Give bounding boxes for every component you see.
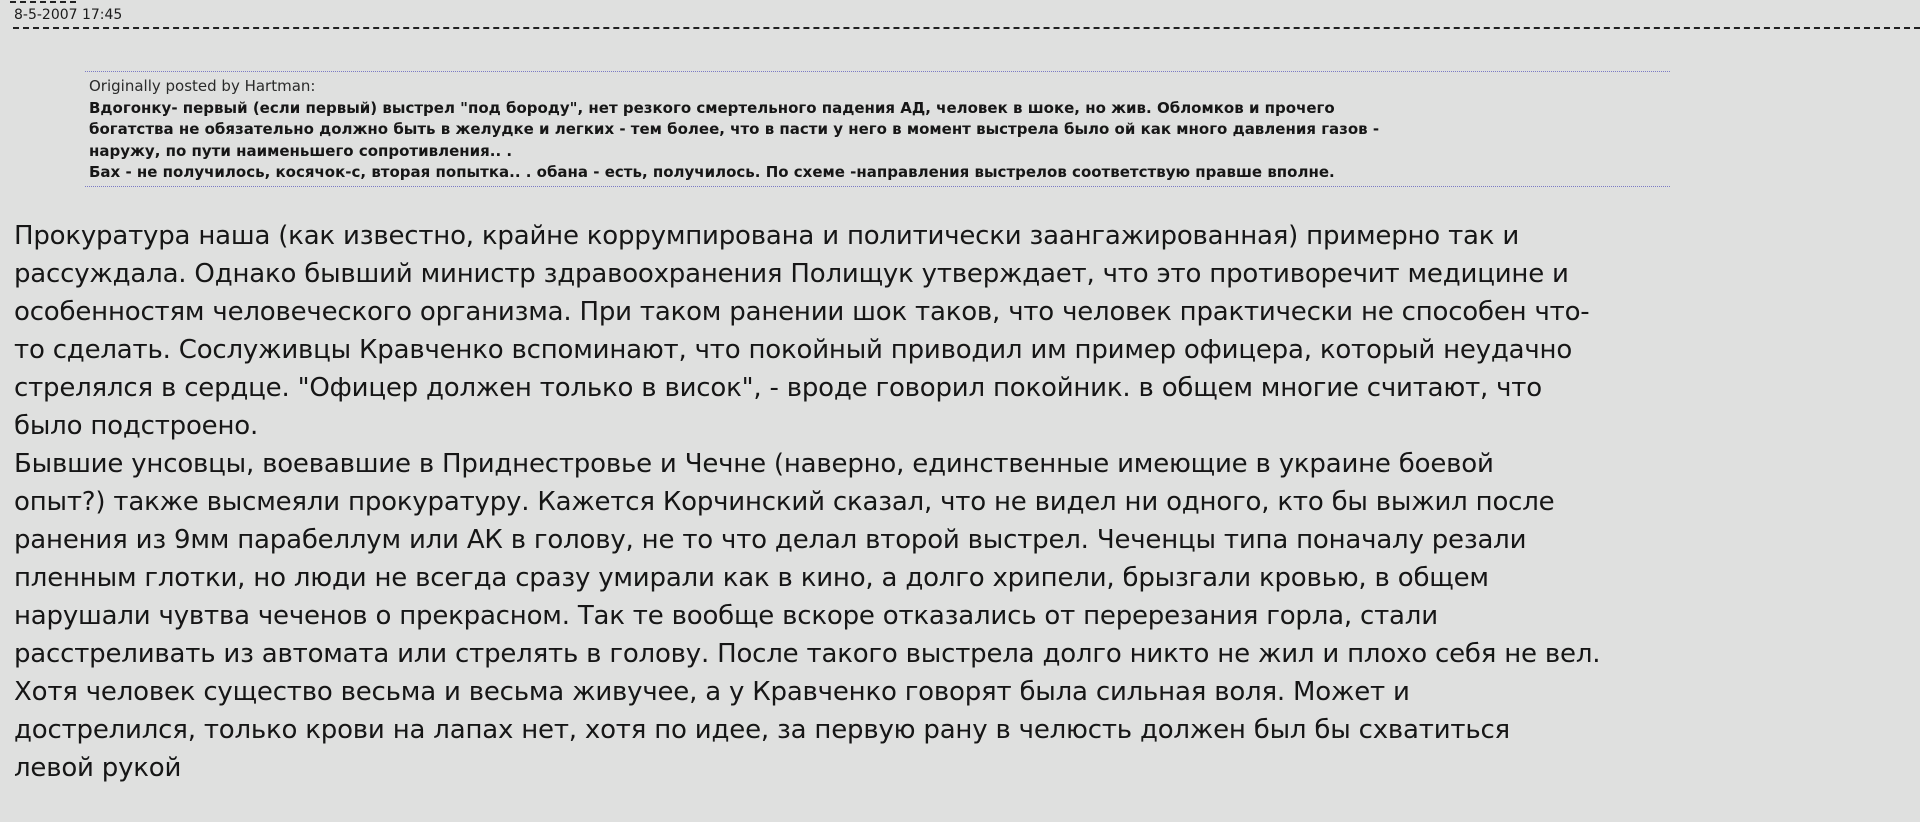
body-line: опыт?) также высмеяли прокуратуру. Кажется Корчинский сказал, что не видел ни одного, кто бы выжил после bbox=[14, 486, 1555, 517]
quote-line: Вдогонку- первый (если первый) выстрел "под бороду", нет резкого смертельного падения АД, человек в шоке, но жив. Обломков и прочего bbox=[89, 98, 1335, 117]
quote-attribution: Originally posted by Hartman: bbox=[89, 77, 316, 95]
body-line: нарушали чувтва чеченов о прекрасном. Так те вообще вскоре отказались от перерезания горла, стали bbox=[14, 600, 1438, 631]
body-line: дострелился, только крови на лапах нет, хотя по идее, за первую рану в челюсть должен был бы схватиться bbox=[14, 714, 1510, 745]
body-line: пленным глотки, но люди не всегда сразу умирали как в кино, а долго хрипели, брызгали кровью, в общем bbox=[14, 562, 1489, 593]
post-body bbox=[14, 217, 1910, 787]
body-line: было подстроено. bbox=[14, 410, 259, 441]
body-line: ранения из 9мм парабеллум или АК в голову, не то что делал второй выстрел. Чеченцы типа поначалу резали bbox=[14, 524, 1527, 555]
body-line: расстреливать из автомата или стрелять в голову. После такого выстрела долго никто не жил и плохо себя не вел. bbox=[14, 638, 1601, 669]
quote-line: наружу, по пути наименьшего сопротивления.. . bbox=[89, 141, 513, 160]
body-line: левой рукой bbox=[14, 752, 182, 783]
post-timestamp: 8-5-2007 17:45 bbox=[14, 7, 123, 23]
body-line: рассуждала. Однако бывший министр здравоохранения Полищук утверждает, что это противоречит медицине и bbox=[14, 258, 1569, 289]
post-separator bbox=[13, 27, 1920, 29]
body-line: Прокуратура наша (как известно, крайне коррумпирована и политически заангажированная) примерно так и bbox=[14, 220, 1520, 251]
quote-line: Бах - не получилось, косячок-с, вторая попытка.. . обана - есть, получилось. По схеме -направления выстрелов соответствую правше вполне. bbox=[89, 163, 1335, 181]
quote-block bbox=[85, 71, 1670, 187]
body-line: Бывшие унсовцы, воевавшие в Приднестровье и Чечне (наверно, единственные имеющие в украине боевой bbox=[14, 448, 1494, 479]
quote-line: богатства не обязательно должно быть в желудке и легких - тем более, что в пасти у него в момент выстрела было ой как много давления газов - bbox=[89, 120, 1380, 138]
top-separator-fragment bbox=[10, 1, 76, 3]
body-line: особенностям человеческого организма. При таком ранении шок таков, что человек практически не способен что- bbox=[14, 296, 1590, 327]
body-line: то сделать. Сослуживцы Кравченко вспоминают, что покойный приводил им пример офицера, который неудачно bbox=[14, 334, 1573, 365]
body-line: Хотя человек существо весьма и весьма живучее, а у Кравченко говорят была сильная воля. Может и bbox=[14, 676, 1410, 707]
body-line: стрелялся в сердце. "Офицер должен только в висок", - вроде говорил покойник. в общем многие считают, что bbox=[14, 372, 1542, 403]
